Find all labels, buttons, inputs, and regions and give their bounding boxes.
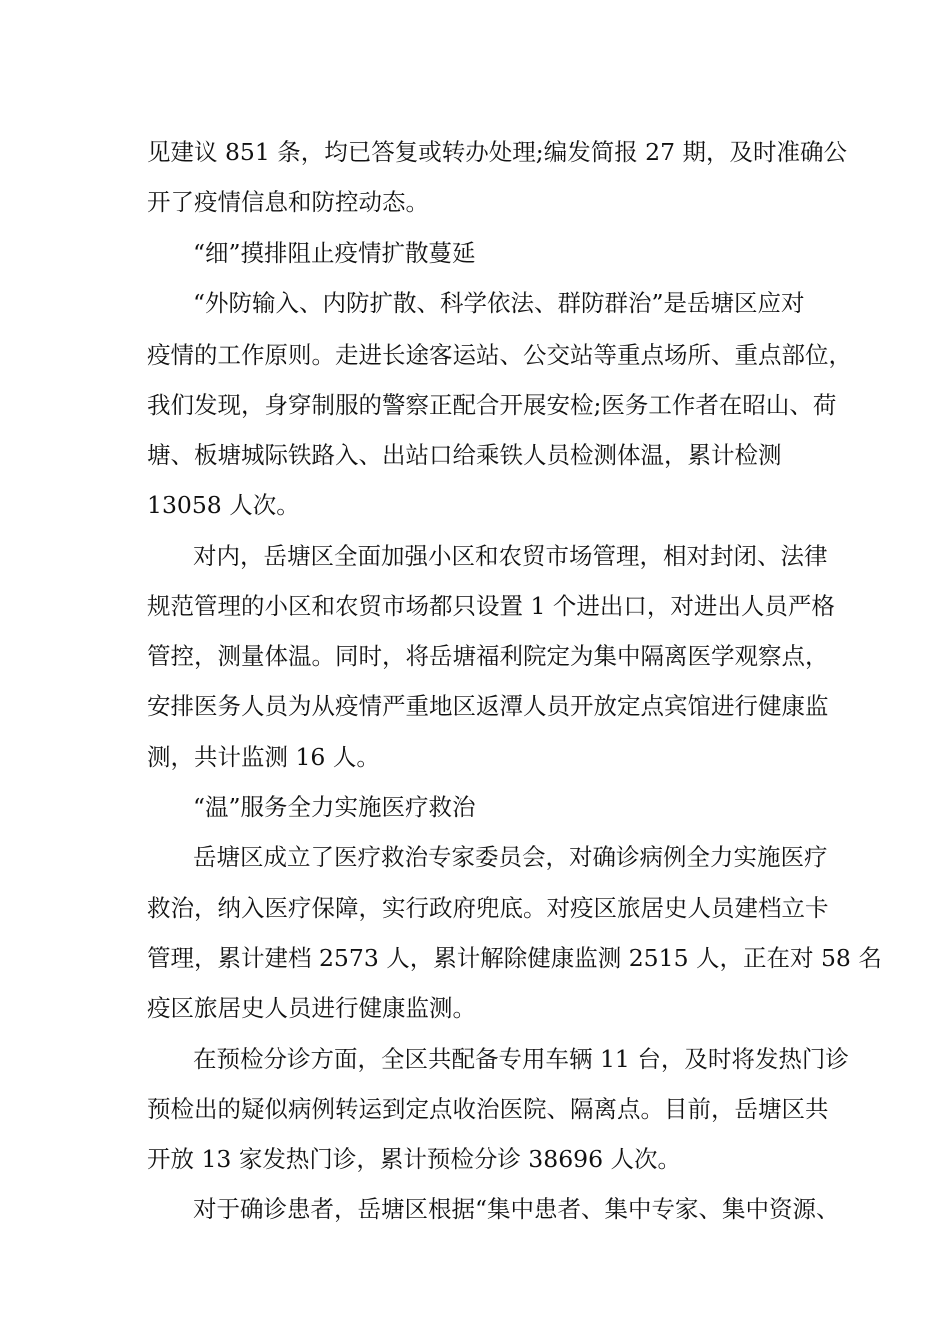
paragraph-line: 安排医务人员为从疫情严重地区返潭人员开放定点宾馆进行健康监 xyxy=(147,692,829,720)
paragraph-line: 疫情的工作原则。走进长途客运站、公交站等重点场所、重点部位， xyxy=(147,341,852,369)
paragraph-line: 疫区旅居史人员进行健康监测。 xyxy=(147,994,476,1022)
paragraph-line: 见建议 851 条，均已答复或转办处理;编发简报 27 期，及时准确公 xyxy=(147,138,848,166)
paragraph-line: 开了疫情信息和防控动态。 xyxy=(147,188,429,216)
paragraph-line: 13058 人次。 xyxy=(147,491,300,519)
section-heading: “温”服务全力实施医疗救治 xyxy=(193,793,476,821)
paragraph-line: 对内，岳塘区全面加强小区和农贸市场管理，相对封闭、法律 xyxy=(193,542,828,570)
paragraph-line: 我们发现，身穿制服的警察正配合开展安检;医务工作者在昭山、荷 xyxy=(147,391,837,419)
paragraph-line: 救治，纳入医疗保障，实行政府兜底。对疫区旅居史人员建档立卡 xyxy=(147,894,829,922)
paragraph-line: 规范管理的小区和农贸市场都只设置 1 个进出口，对进出人员严格 xyxy=(147,592,835,620)
paragraph-line: “外防输入、内防扩散、科学依法、群防群治”是岳塘区应对 xyxy=(193,289,805,317)
paragraph-line: 管理，累计建档 2573 人，累计解除健康监测 2515 人，正在对 58 名 xyxy=(147,944,882,972)
paragraph-line: 塘、板塘城际铁路入、出站口给乘铁人员检测体温，累计检测 xyxy=(147,441,782,469)
section-heading: “细”摸排阻止疫情扩散蔓延 xyxy=(193,239,476,267)
paragraph-line: 开放 13 家发热门诊，累计预检分诊 38696 人次。 xyxy=(147,1145,682,1173)
paragraph-line: 对于确诊患者，岳塘区根据“集中患者、集中专家、集中资源、 xyxy=(193,1195,840,1223)
paragraph-line: 管控，测量体温。同时，将岳塘福利院定为集中隔离医学观察点， xyxy=(147,642,829,670)
paragraph-line: 岳塘区成立了医疗救治专家委员会，对确诊病例全力实施医疗 xyxy=(193,843,828,871)
paragraph-line: 预检出的疑似病例转运到定点收治医院、隔离点。目前，岳塘区共 xyxy=(147,1095,829,1123)
paragraph-line: 测，共计监测 16 人。 xyxy=(147,743,380,771)
paragraph-line: 在预检分诊方面，全区共配备专用车辆 11 台，及时将发热门诊 xyxy=(193,1045,849,1073)
